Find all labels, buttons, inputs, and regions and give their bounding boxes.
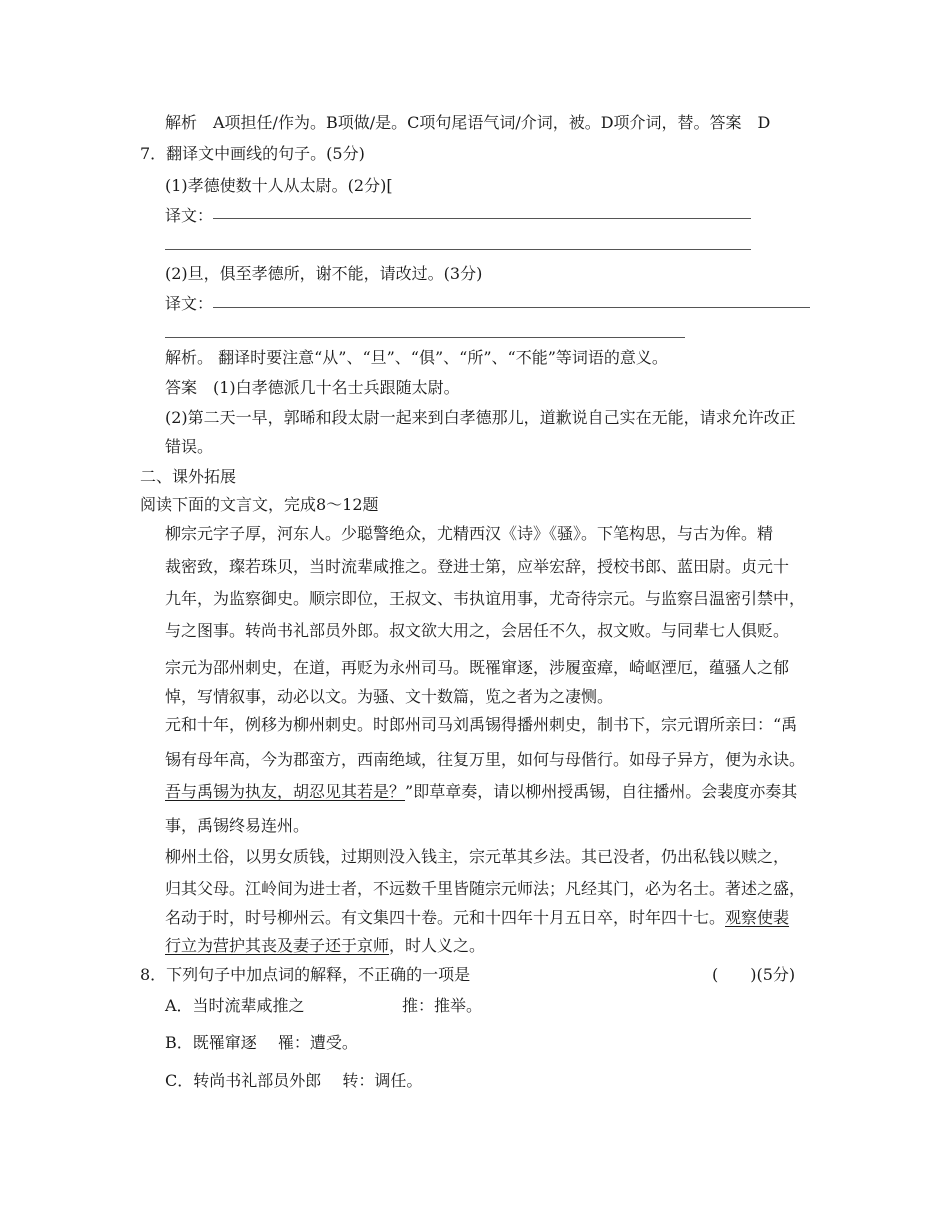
q8-option-c[interactable]: C．转尚书礼部员外郎 转：调任。	[165, 1071, 423, 1090]
reading-instruction: 阅读下面的文言文，完成8～12题	[140, 495, 379, 514]
q8-option-a[interactable]: A．当时流辈咸推之	[165, 996, 305, 1015]
q7-translate-label-2: 译文：	[165, 294, 214, 313]
passage-text: ，时人义之。	[389, 936, 486, 955]
q8-title: 8．下列句子中加点词的解释，不正确的一项是	[140, 965, 471, 984]
q7-answer-1: 答案 (1)白孝德派几十名士兵跟随太尉。	[165, 378, 460, 397]
passage-text: 名动于时，时号柳州云。有文集四十卷。元和十四年十月五日卒，时年四十七。	[165, 908, 726, 927]
passage-line	[165, 907, 789, 929]
q8-option-a-gloss: 推：推举。	[402, 996, 483, 1015]
passage-line: 柳州土俗，以男女质钱，过期则没入钱主，宗元革其乡法。其已没者，仍出私钱以赎之，	[165, 847, 790, 866]
passage-line: 九年，为监察御史。顺宗即位，王叔文、韦执谊用事，尤奇待宗元。与监察吕温密引禁中，	[165, 589, 806, 608]
passage-line: 归其父母。江岭间为进士者，不远数千里皆随宗元师法；凡经其门，必为名士。著述之盛，	[165, 879, 806, 898]
q7-sentence-2: (2)旦，俱至孝德所，谢不能，请改过。(3分)	[165, 264, 483, 283]
passage-line: 与之图事。转尚书礼部员外郎。叔文欲大用之，会居任不久，叔文败。与同辈七人俱贬。	[165, 621, 790, 640]
q8-option-b[interactable]: B．既罹窜逐 罹：遭受。	[165, 1033, 358, 1052]
passage-line: 柳宗元字子厚，河东人。少聪警绝众，尤精西汉《诗》《骚》。下笔构思，与古为侔。精	[165, 524, 774, 543]
q8-score-blank[interactable]: ( )(5分)	[712, 965, 796, 984]
q7-sentence-1: (1)孝德使数十人从太尉。(2分)[	[165, 176, 393, 195]
q7-title: 7．翻译文中画线的句子。(5分)	[140, 144, 365, 163]
underlined-sentence: 观察使裴	[725, 908, 790, 927]
passage-line: 事，禹锡终易连州。	[165, 816, 310, 835]
passage-line: 悼，写情叙事，动必以文。为骚、文十数篇，览之者为之凄恻。	[165, 687, 614, 706]
answer-blank-line[interactable]	[165, 337, 685, 338]
answer-blank-line[interactable]	[213, 307, 810, 308]
underlined-sentence: 吾与禹锡为执友，胡忍见其若是？	[165, 782, 406, 801]
passage-text: ”即草章奏，请以柳州授禹锡，自往播州。会裴度亦奏其	[405, 782, 798, 801]
q7-analysis: 解析。 翻译时要注意“从”、“旦”、“俱”、“所”、“不能”等词语的意义。	[165, 348, 668, 367]
passage-line	[165, 935, 485, 957]
q6-analysis: 解析 A项担任/作为。B项做/是。C项句尾语气词/介词，被。D项介词，替。答案 D	[165, 113, 771, 132]
underlined-sentence: 行立为营护其丧及妻子还于京师	[165, 936, 390, 955]
passage-line	[165, 781, 797, 803]
answer-blank-line[interactable]	[165, 249, 751, 250]
passage-line: 裁密致，璨若珠贝，当时流辈咸推之。登进士第，应举宏辞，授校书郎、蓝田尉。贞元十	[165, 557, 790, 576]
q7-answer-2-line-2: 错误。	[165, 437, 214, 456]
answer-blank-line[interactable]	[213, 218, 751, 219]
q7-answer-2-line-1: (2)第二天一早，郭晞和段太尉一起来到白孝德那儿，道歉说自己实在无能，请求允许改正	[165, 408, 796, 427]
passage-line: 锡有母年高，今为郡蛮方，西南绝域，往复万里，如何与母偕行。如母子异方，便为永诀。	[165, 750, 806, 769]
section-heading: 二、课外拓展	[140, 467, 237, 486]
passage-line: 元和十年，例移为柳州刺史。时郎州司马刘禹锡得播州刺史，制书下，宗元谓所亲曰：“禹	[165, 715, 798, 734]
passage-line: 宗元为邵州刺史，在道，再贬为永州司马。既罹窜逐，涉履蛮瘴，崎岖湮厄，蕴骚人之郁	[165, 658, 790, 677]
q7-translate-label-1: 译文：	[165, 206, 214, 225]
